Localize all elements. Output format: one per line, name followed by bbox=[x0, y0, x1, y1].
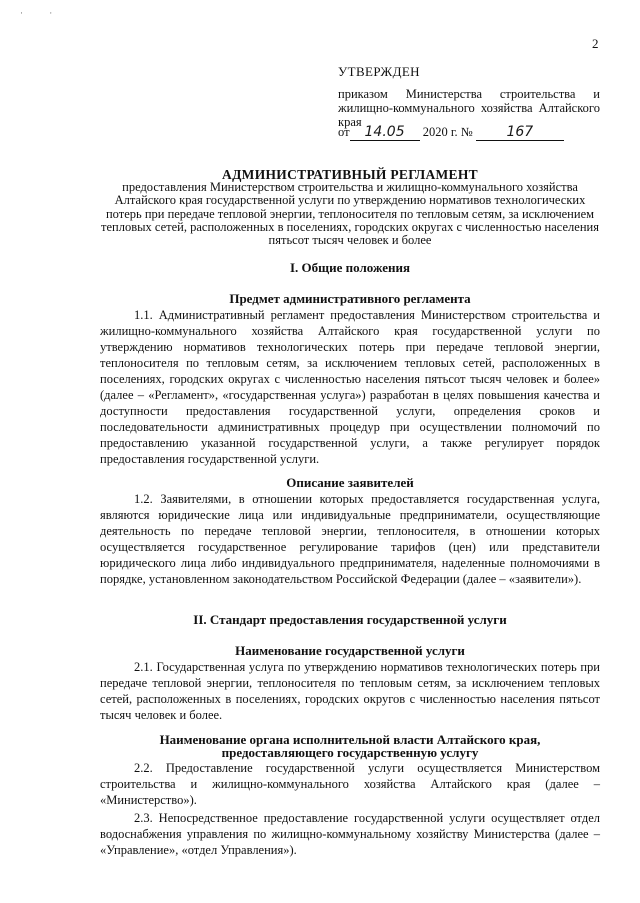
section-heading-general: I. Общие положения bbox=[290, 260, 410, 275]
date-value: 14.05 bbox=[364, 124, 405, 140]
approval-date-line bbox=[338, 124, 578, 141]
document-title: АДМИНИСТРАТИВНЫЙ РЕГЛАМЕНТ bbox=[222, 167, 478, 182]
handwritten-date bbox=[350, 124, 420, 141]
order-number: 167 bbox=[506, 124, 534, 140]
approval-text: приказом Министерства строительства и жилищно-коммунального хозяйства Алтайского края bbox=[338, 87, 600, 129]
year-label: 2020 г. № bbox=[422, 125, 473, 139]
section-heading-standard: II. Стандарт предоставления государственной услуги bbox=[193, 612, 507, 627]
subheading-subject: Предмет административного регламента bbox=[229, 291, 471, 306]
document-subtitle: предоставления Министерством строительства и жилищно-коммунального хозяйства Алтайского края государственной услуги по утверждению нормативов технологических потерь при передаче тепловой энергии, теплоносителя по тепловым сетям, за исключением тепловых сетей, расположенных в поселениях, городских округах с численностью населения пятьсот тысяч человек и более bbox=[101, 180, 599, 248]
subheading-applicants: Описание заявителей bbox=[286, 475, 414, 490]
approval-title: УТВЕРЖДЕН bbox=[338, 64, 420, 79]
subheading-authority-line-2: предоставляющего государственную услугу bbox=[221, 745, 479, 760]
paragraph-1-1: 1.1. Административный регламент предоставления Министерством строительства и жилищно-коммунального хозяйства Алтайского края государственной услуги по утверждению нормативов технологических потерь при передаче тепловой энергии, теплоносителя по тепловым сетям, за исключением тепловых сетей, расположенных в поселениях, городских округах с численностью населения пятьсот тысяч человек и более» (далее – «Регламент», «государственная услуга») разработан в целях повышения качества и доступности предоставления государственной услуги, определения сроков и последовательности административных процедур при осуществлении полномочий по предоставлению указанной государственной услуги, а также регулирует порядок предоставления государственной услуги. bbox=[100, 308, 600, 466]
paragraph-2-3: 2.3. Непосредственное предоставление государственной услуги осуществляет отдел водоснабжения управления по жилищно-коммунальному хозяйству Министерства (далее – «Управление», «отдел Управления»). bbox=[100, 811, 600, 857]
paragraph-1-2: 1.2. Заявителями, в отношении которых предоставляется государственная услуга, являются юридические лица или индивидуальные предприниматели, осуществляющие деятельность по передаче тепловой энергии, теплоносителя, в отношении которых осуществляется государственное регулирование тарифов (цен) или представители юридического лица либо индивидуального предпринимателя, наделенные полномочиями в порядке, установленном законодательством Российской Федерации (далее – «заявители»). bbox=[100, 492, 600, 586]
paragraph-2-2: 2.2. Предоставление государственной услуги осуществляется Министерством строительства и жилищно-коммунального хозяйства Алтайского края (далее – «Министерство»). bbox=[100, 761, 600, 807]
scan-marks: · · bbox=[20, 8, 65, 18]
paragraph-2-1: 2.1. Государственная услуга по утверждению нормативов технологических потерь при передаче тепловой энергии, теплоносителя по тепловым сетям, за исключением тепловых сетей, расположенных в поселениях, городских округов с численностью населения пятьсот тысяч человек и более. bbox=[100, 660, 600, 722]
handwritten-number bbox=[476, 124, 564, 141]
subheading-authority-line-1: Наименование органа исполнительной власти Алтайского края, bbox=[159, 732, 541, 747]
date-prefix: от bbox=[338, 125, 350, 139]
page-number: 2 bbox=[592, 36, 599, 51]
subheading-service-name: Наименование государственной услуги bbox=[235, 643, 465, 658]
